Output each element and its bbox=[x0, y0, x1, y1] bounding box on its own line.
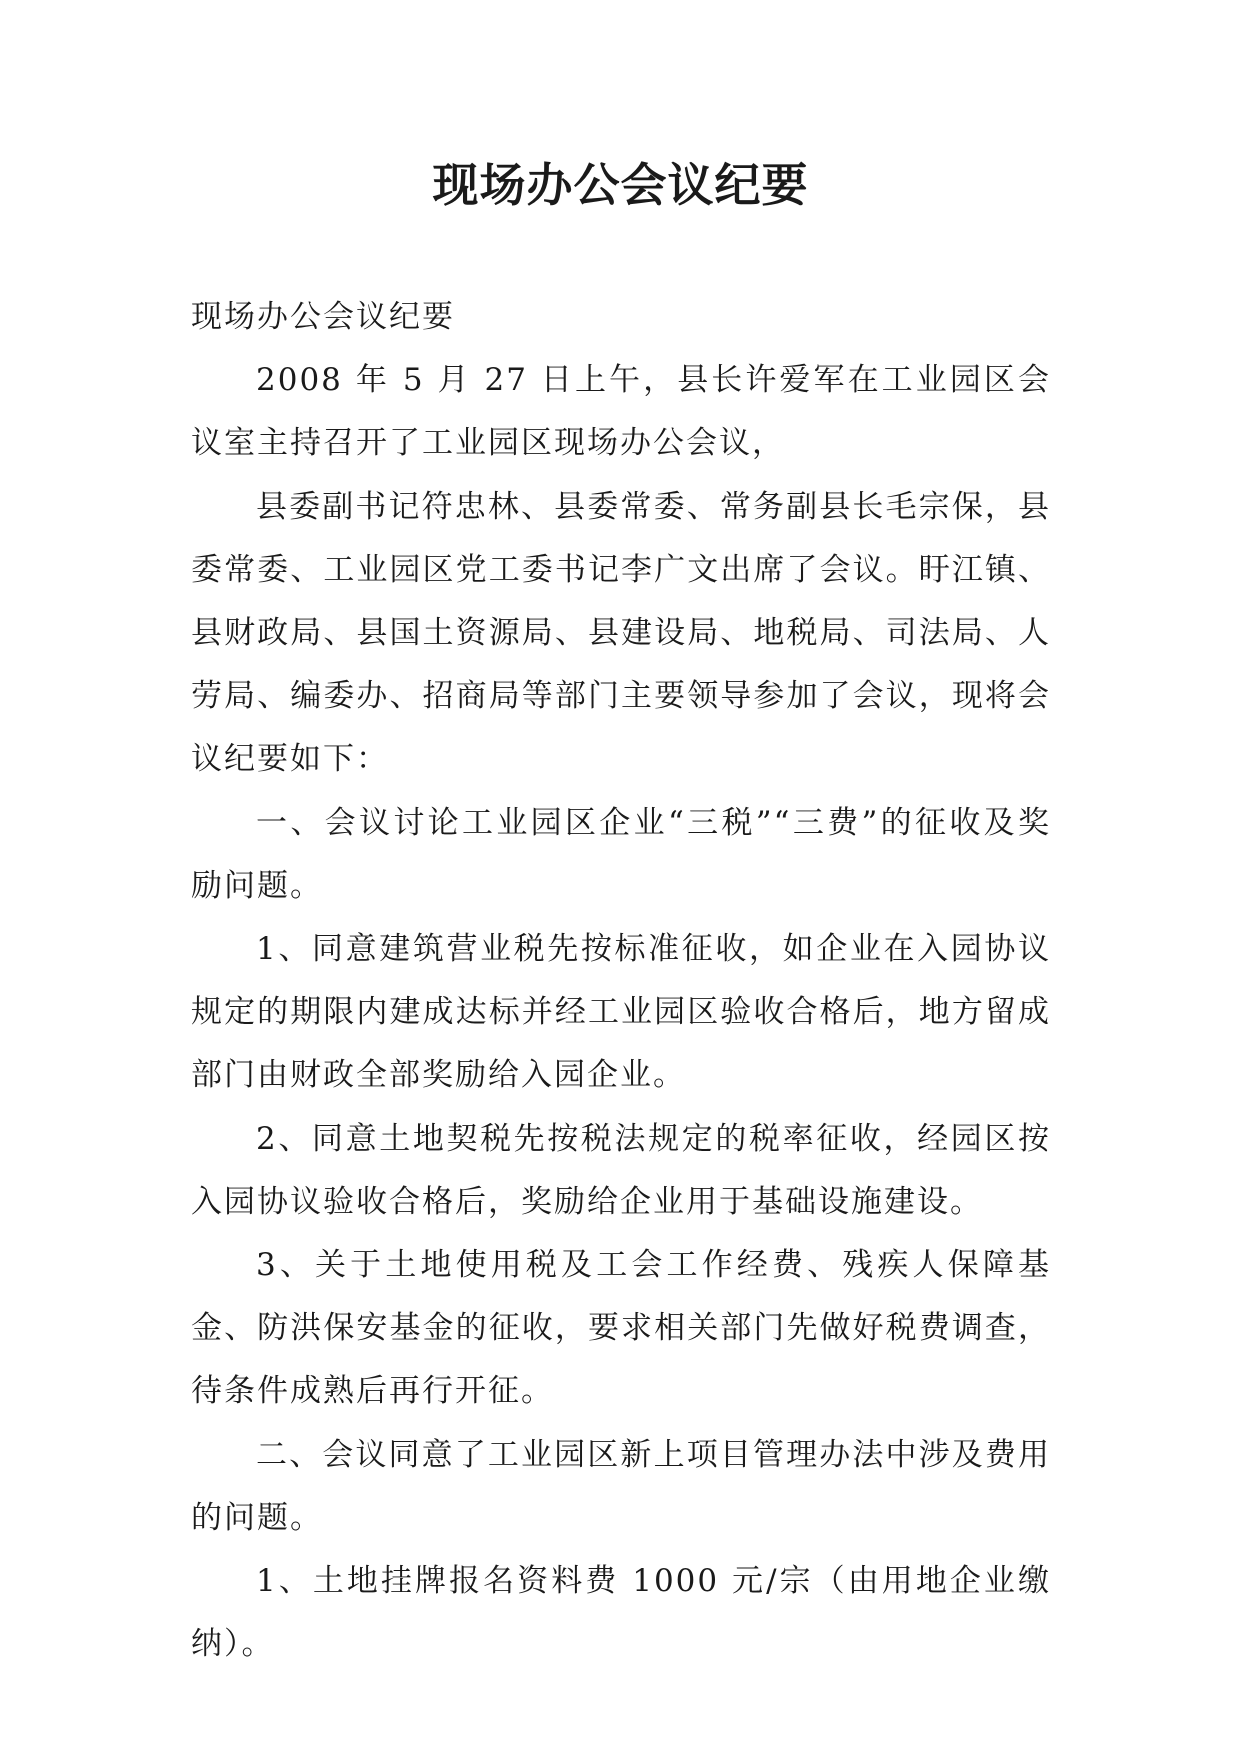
paragraph-section-two: 二、会议同意了工业园区新上项目管理办法中涉及费用的问题。 bbox=[191, 1436, 1051, 1536]
paragraph-item-1-2: 2、同意土地契税先按税法规定的税率征收，经园区按入园协议验收合格后，奖励给企业用于基础设施建设。 bbox=[191, 1120, 1051, 1220]
paragraph-item-2-1: 1、土地挂牌报名资料费 1000 元/宗（由用地企业缴纳）。 bbox=[191, 1563, 1051, 1663]
paragraph-item-1-1: 1、同意建筑营业税先按标准征收，如企业在入园协议规定的期限内建成达标并经工业园区验收合格后，地方留成部门由财政全部奖励给入园企业。 bbox=[191, 931, 1051, 1094]
paragraph-meeting-intro: 2008 年 5 月 27 日上午，县长许爱军在工业园区会议室主持召开了工业园区现场办公会议， bbox=[191, 362, 1051, 462]
document-body bbox=[191, 286, 1051, 1676]
paragraph-item-1-3: 3、关于土地使用税及工会工作经费、残疾人保障基金、防洪保安基金的征收，要求相关部门先做好税费调查，待条件成熟后再行开征。 bbox=[191, 1247, 1051, 1410]
paragraph-section-one: 一、会议讨论工业园区企业“三税”“三费”的征收及奖励问题。 bbox=[191, 804, 1051, 904]
paragraph-heading: 现场办公会议纪要 bbox=[191, 299, 455, 335]
document-title: 现场办公会议纪要 bbox=[432, 158, 809, 212]
paragraph-attendees: 县委副书记符忠林、县委常委、常务副县长毛宗保，县委常委、工业园区党工委书记李广文出席了会议。盱江镇、县财政局、县国土资源局、县建设局、地税局、司法局、人劳局、编委办、招商局等部门主要领导参加了会议，现将会议纪要如下： bbox=[191, 488, 1051, 778]
